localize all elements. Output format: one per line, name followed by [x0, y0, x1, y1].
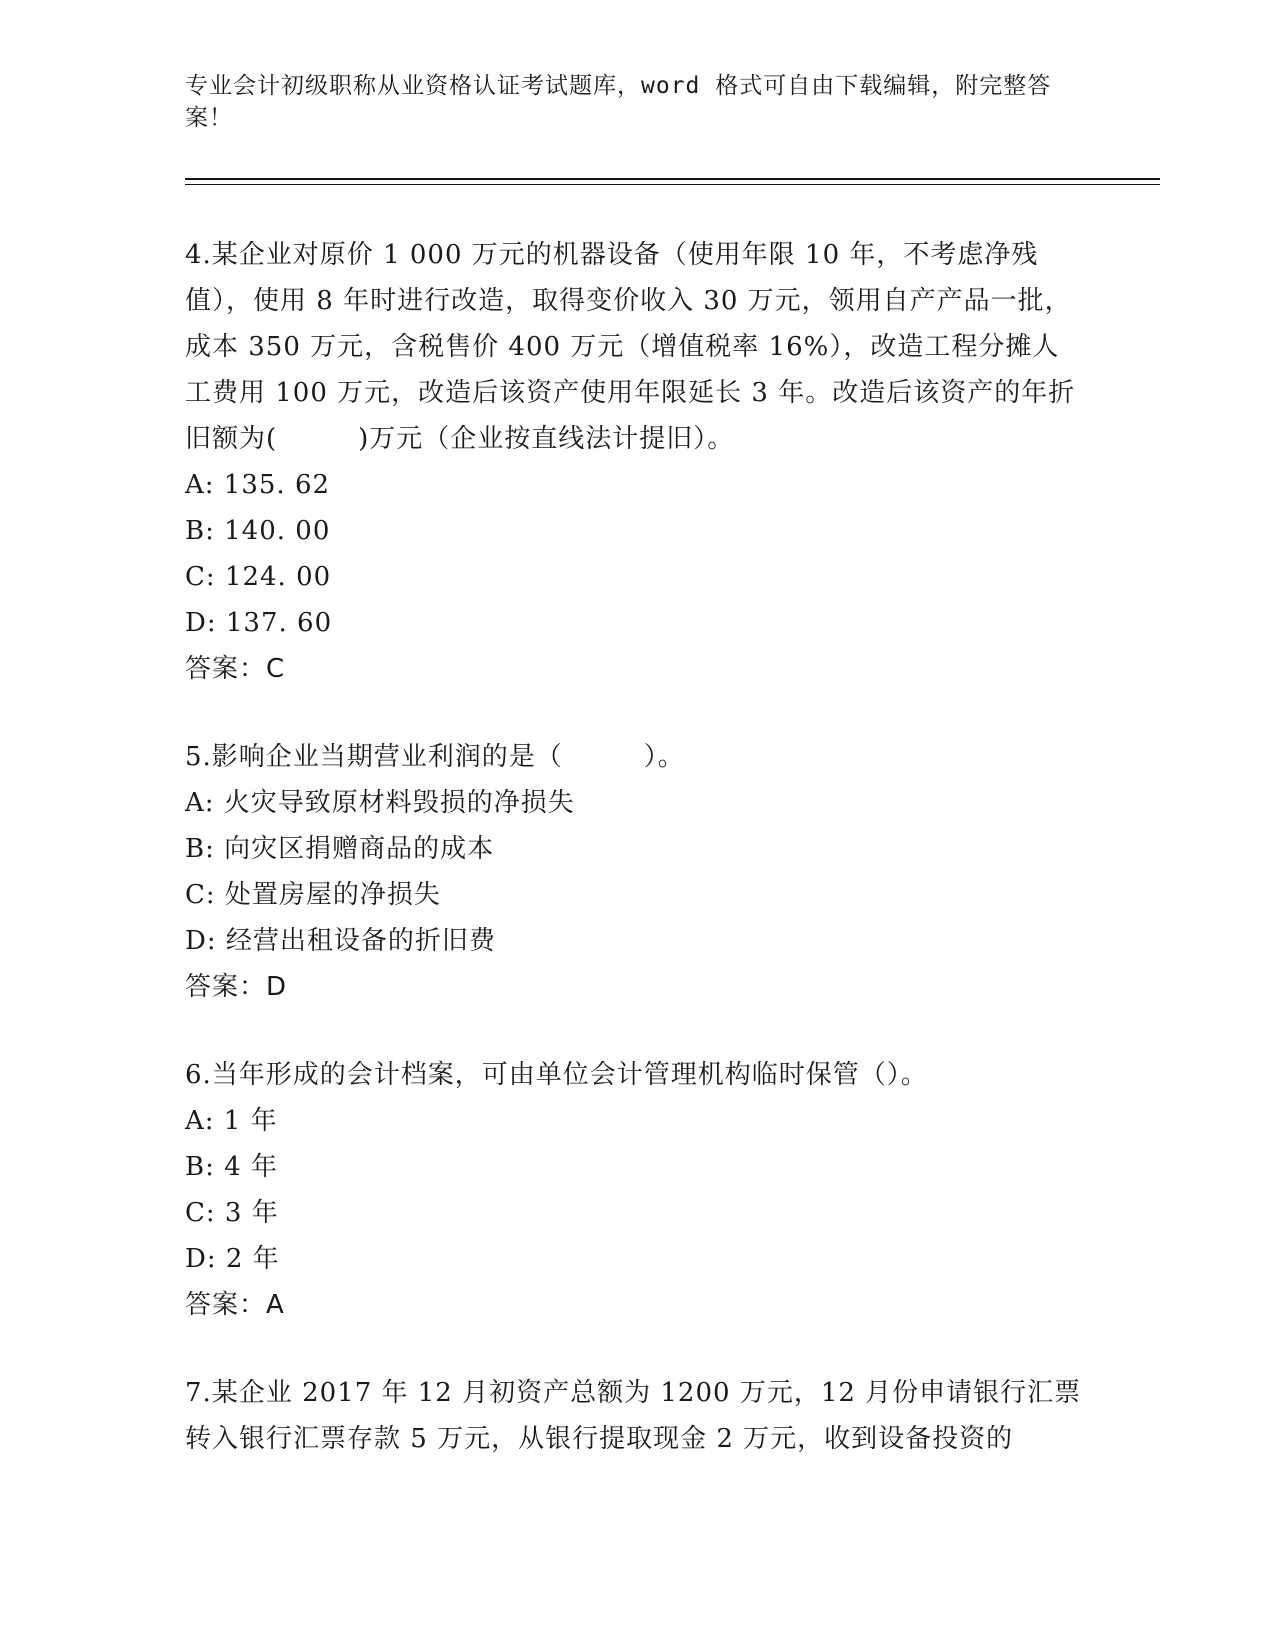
option-a: A: 135. 62 [185, 470, 331, 500]
option-c: C: 处置房屋的净损失 [185, 880, 441, 910]
header-divider-thick [185, 178, 1160, 180]
option-b: B: 4 年 [185, 1152, 278, 1182]
question-6 [185, 1052, 1085, 1328]
question-5 [185, 734, 1085, 1010]
option-c: C: 3 年 [185, 1198, 279, 1228]
option-d: D: 137. 60 [185, 608, 333, 638]
document-header [185, 70, 1065, 134]
question-4 [185, 232, 1085, 692]
option-d: D: 2 年 [185, 1244, 280, 1274]
option-b: B: 140. 00 [185, 516, 331, 546]
option-b: B: 向灾区捐赠商品的成本 [185, 834, 495, 864]
question-stem: 7.某企业 2017 年 12 月初资产总额为 1200 万元，12 月份申请银行汇票转入银行汇票存款 5 万元，从银行提取现金 2 万元，收到设备投资的 [185, 1378, 1082, 1454]
option-d: D: 经营出租设备的折旧费 [185, 926, 496, 956]
question-stem: 4.某企业对原价 1 000 万元的机器设备（使用年限 10 年，不考虑净残值），使用 8 年时进行改造，取得变价收入 30 万元，领用自产产品一批，成本 350 万元，含税售价 400 万元（增值税率 16%），改造工程分摊人工费用 100 万元，改造后该资产使用年限延长 3 年。改造后该资产的年折旧额为( )万元（企业按直线法计提旧）。 [185, 240, 1076, 454]
header-divider-thin [185, 184, 1160, 185]
option-a: A: 火灾导致原材料毁损的净损失 [185, 788, 575, 818]
answer-label: 答案：A [185, 1290, 285, 1320]
question-list [185, 232, 1085, 1504]
answer-label: 答案：D [185, 972, 288, 1002]
answer-label: 答案：C [185, 654, 286, 684]
question-stem: 6.当年形成的会计档案，可由单位会计管理机构临时保管（）。 [185, 1060, 928, 1090]
question-stem: 5.影响企业当期营业利润的是（ ）。 [185, 742, 685, 772]
option-a: A: 1 年 [185, 1106, 278, 1136]
header-text: 专业会计初级职称从业资格认证考试题库，word 格式可自由下载编辑，附完整答案！ [185, 73, 1052, 131]
option-c: C: 124. 00 [185, 562, 332, 592]
question-7 [185, 1370, 1085, 1462]
